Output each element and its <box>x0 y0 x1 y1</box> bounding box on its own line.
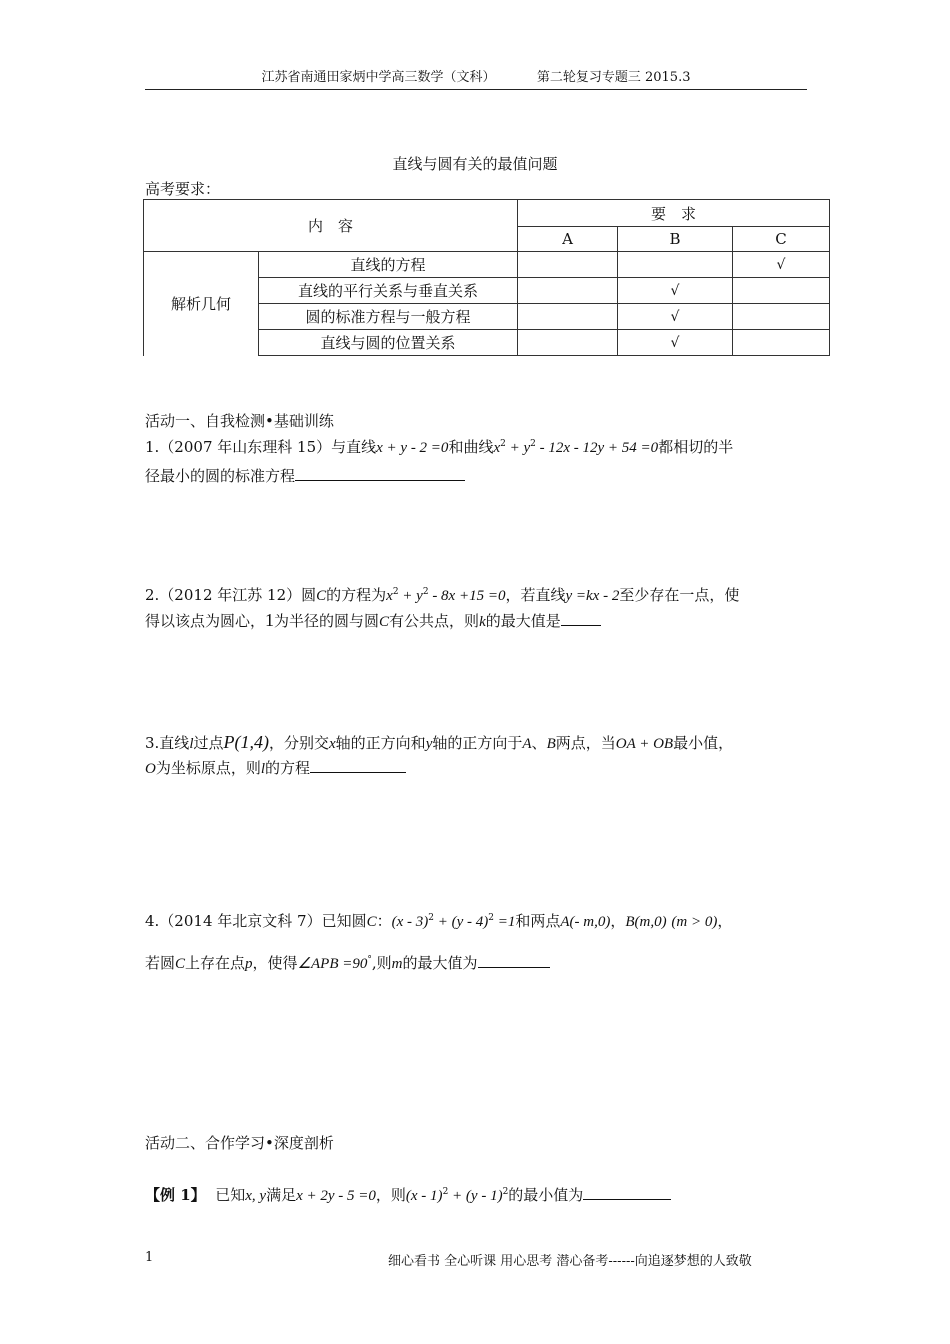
header-school: 江苏省南通田家炳中学高三数学（文科） <box>261 70 496 85</box>
p4-text: 若圆 <box>145 954 176 972</box>
p4-circle-eq: =1 <box>494 914 516 930</box>
check-cell <box>733 330 830 356</box>
circle-symbol: C <box>379 614 390 630</box>
exponent: 2 <box>428 913 434 923</box>
check-cell: √ <box>618 330 733 356</box>
exponent: 2 <box>422 587 429 597</box>
p3-text: 两点，当 <box>555 734 616 752</box>
exponent: 2 <box>392 587 399 597</box>
origin-symbol: O <box>145 761 156 777</box>
example-1 <box>145 1180 815 1208</box>
check-cell <box>518 304 618 330</box>
p3-text: ，分别交 <box>268 734 329 752</box>
activity-one-heading: 活动一、自我检测•基础训练 <box>145 412 334 430</box>
check-cell: √ <box>733 252 830 278</box>
check-cell: √ <box>618 304 733 330</box>
check-cell <box>518 278 618 304</box>
point-b: B(m,0) <box>625 914 667 930</box>
ex1-text: 的最小值为 <box>508 1186 584 1204</box>
p4-text: 上存在点 <box>185 954 246 972</box>
sum-expression: OA + OB <box>615 736 674 752</box>
problem-2 <box>145 580 815 634</box>
angle-expression: ∠APB =90 <box>297 956 368 972</box>
point-a: A <box>522 736 532 752</box>
p2-circle-eq: - 8x +15 =0 <box>428 588 506 604</box>
p1-mid: 和曲线 <box>448 438 494 456</box>
answer-blank[interactable] <box>583 1183 671 1200</box>
page-header <box>145 66 807 90</box>
problem-4 <box>145 906 815 976</box>
level-a: A <box>518 227 618 252</box>
p2-text: 有公共点，则 <box>389 612 480 630</box>
level-c: C <box>733 227 830 252</box>
exponent: 2 <box>500 439 506 449</box>
requirements-label: 高考要求： <box>145 180 221 198</box>
xy-symbols: x, y <box>245 1188 267 1204</box>
k-symbol: k <box>479 614 486 630</box>
p2-circle-eq: + y <box>398 588 423 604</box>
m-symbol: m <box>391 956 403 972</box>
p4-text: ， <box>717 912 733 930</box>
topic-cell: 直线的平行关系与垂直关系 <box>259 278 518 304</box>
y-symbol: y <box>425 736 433 752</box>
p2-lead: 2.（2012 年江苏 12）圆 <box>145 586 317 604</box>
answer-blank[interactable] <box>310 756 406 773</box>
topic-cell: 直线的方程 <box>259 252 518 278</box>
topic-cell: 圆的标准方程与一般方程 <box>259 304 518 330</box>
p4-circle-eq: + (y - 4) <box>434 914 489 930</box>
p2-text: 为半径的圆与圆 <box>274 612 380 630</box>
m-condition: (m > 0) <box>671 914 718 930</box>
check-cell <box>518 330 618 356</box>
p1-curve-eq: + y <box>505 440 531 456</box>
p4-text: ： <box>376 912 392 930</box>
point-b: B <box>546 736 556 752</box>
check-cell <box>518 252 618 278</box>
p3-text: 、 <box>531 734 547 752</box>
point-p: p <box>245 956 253 972</box>
p4-text: 4.（2014 年北京文科 7）已知圆 <box>145 912 367 930</box>
answer-blank[interactable] <box>561 609 601 626</box>
exponent: 2 <box>488 913 494 923</box>
exponent: 2 <box>442 1187 449 1197</box>
problem-1 <box>145 432 815 488</box>
p3-text: 最小值， <box>673 734 734 752</box>
requirements-table <box>143 199 830 356</box>
p1-curve-eq: x <box>493 440 501 456</box>
circle-symbol: C <box>316 588 327 604</box>
p1-lead: 1.（2007 年山东理科 15）与直线 <box>145 438 377 456</box>
p2-circle-eq: x <box>386 588 393 604</box>
exponent: 2 <box>530 439 536 449</box>
p2-text: 得以该点为圆心， <box>145 612 266 630</box>
degree-symbol: ° <box>367 955 372 965</box>
p1-tail: 都相切的半 <box>658 438 734 456</box>
p2-line-eq: y =kx - 2 <box>565 588 620 604</box>
line-symbol: l <box>260 761 266 777</box>
page-title: 直线与圆有关的最值问题 <box>392 155 558 173</box>
check-cell <box>733 304 830 330</box>
ex1-text: ，则 <box>375 1186 406 1204</box>
check-cell <box>618 252 733 278</box>
p2-text: 的最大值是 <box>485 612 561 630</box>
p4-circle-eq: (x - 3) <box>391 914 429 930</box>
p3-text: 轴的正方向于 <box>432 734 523 752</box>
level-b: B <box>618 227 733 252</box>
example-tag: 【例 1】 <box>145 1186 206 1204</box>
header-require: 要 求 <box>518 200 830 227</box>
p2-text: 的方程为 <box>326 586 387 604</box>
answer-blank[interactable] <box>478 951 550 968</box>
ex1-expression: + (y - 1) <box>448 1188 503 1204</box>
table-row <box>144 252 830 278</box>
p2-text: 至少存在一点，使 <box>619 586 740 604</box>
radius-value: 1 <box>265 610 275 630</box>
p4-text: 的最大值为 <box>402 954 478 972</box>
point-a: A(- m,0) <box>560 914 611 930</box>
topic-cell: 直线与圆的位置关系 <box>259 330 518 356</box>
problem-3 <box>145 730 815 781</box>
p1-curve-eq: - 12x - 12y + 54 =0 <box>535 440 659 456</box>
p3-text: 为坐标原点，则 <box>155 759 261 777</box>
ex1-expression: (x - 1) <box>405 1188 443 1204</box>
header-content: 内 容 <box>144 200 518 252</box>
p1-line-eq: x + y - 2 =0 <box>376 440 449 456</box>
footer-motto: 细心看书 全心听课 用心思考 潜心备考------向追逐梦想的人致敬 <box>388 1254 752 1269</box>
p4-text: 和两点 <box>515 912 561 930</box>
x-symbol: x <box>329 736 336 752</box>
circle-symbol: C <box>175 956 186 972</box>
p4-text: ， <box>610 912 626 930</box>
header-topic: 第二轮复习专题三 2015.3 <box>536 70 691 85</box>
p4-text: ，使得 <box>252 954 298 972</box>
p3-text: 轴的正方向和 <box>335 734 426 752</box>
p4-text: ,则 <box>371 954 392 972</box>
ex1-text: 已知 <box>215 1186 246 1204</box>
ex1-constraint: x + 2y - 5 =0 <box>296 1188 376 1204</box>
circle-symbol: C <box>366 914 377 930</box>
activity-two-heading: 活动二、合作学习•深度剖析 <box>145 1134 334 1152</box>
line-symbol: l <box>189 736 194 752</box>
point-p: P(1,4) <box>223 732 269 752</box>
page-number: 1 <box>145 1250 154 1265</box>
category-cell: 解析几何 <box>144 252 259 356</box>
p3-text: 过点 <box>193 734 224 752</box>
p1-line2: 径最小的圆的标准方程 <box>145 467 296 485</box>
exponent: 2 <box>502 1187 509 1197</box>
ex1-text: 满足 <box>266 1186 297 1204</box>
answer-blank[interactable] <box>295 464 465 481</box>
check-cell <box>733 278 830 304</box>
p3-text: 3.直线 <box>145 734 190 752</box>
p2-text: ，若直线 <box>505 586 566 604</box>
p3-text: 的方程 <box>265 759 311 777</box>
check-cell: √ <box>618 278 733 304</box>
